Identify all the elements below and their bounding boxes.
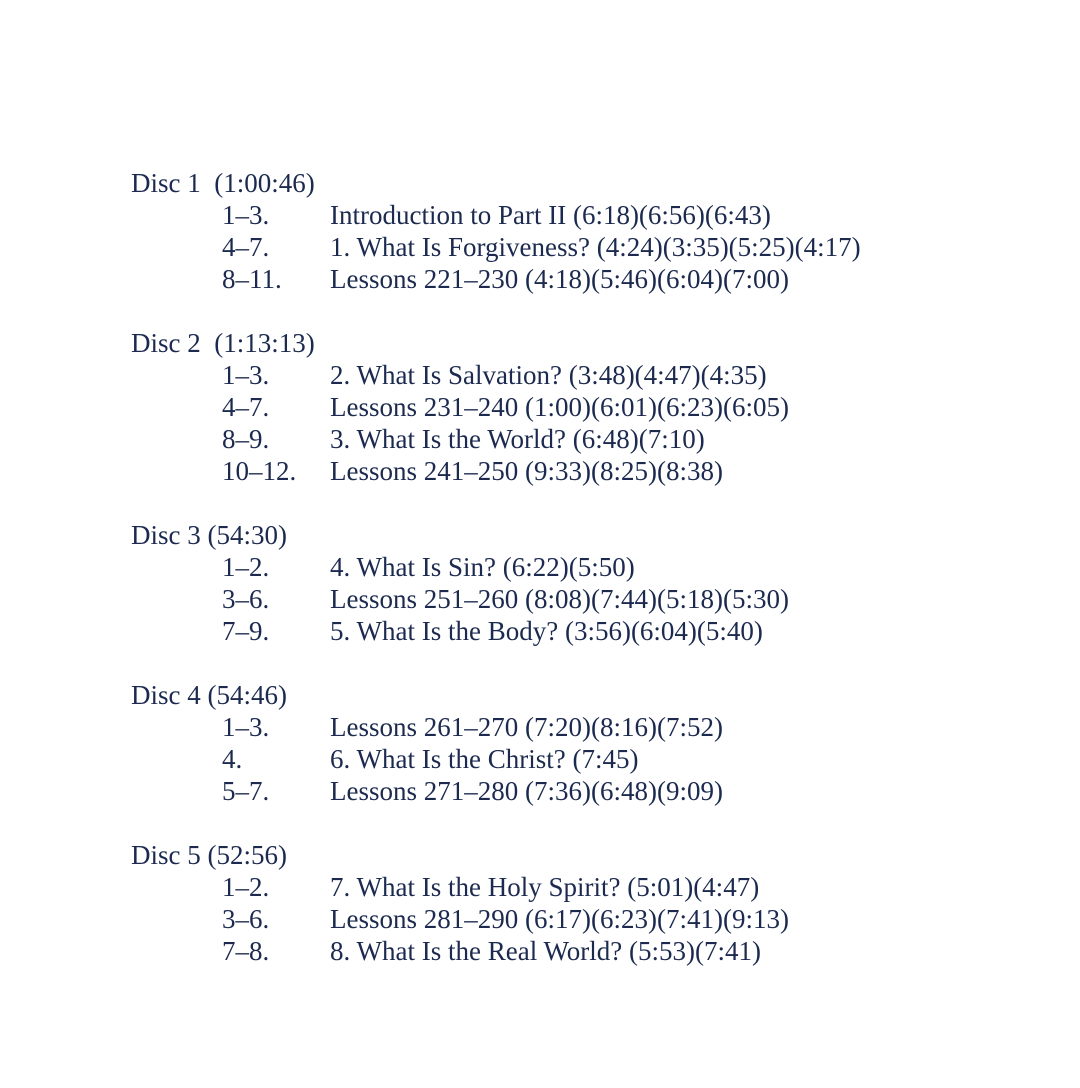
track-row bbox=[131, 455, 1031, 487]
disc-heading bbox=[131, 519, 1031, 551]
disc-duration: (54:30) bbox=[207, 520, 287, 550]
track-title: Lessons 251–260 (8:08)(7:44)(5:18)(5:30) bbox=[330, 584, 789, 614]
disc-3 bbox=[131, 519, 1031, 647]
track-row bbox=[131, 231, 1031, 263]
track-number: 4. bbox=[222, 744, 243, 774]
track-title: 3. What Is the World? (6:48)(7:10) bbox=[330, 424, 705, 454]
track-number: 1–3. bbox=[222, 360, 270, 390]
track-title: Lessons 241–250 (9:33)(8:25)(8:38) bbox=[330, 456, 723, 486]
track-row bbox=[131, 263, 1031, 295]
disc-2 bbox=[131, 327, 1031, 487]
track-row bbox=[131, 199, 1031, 231]
track-number: 10–12. bbox=[222, 456, 297, 486]
disc-4 bbox=[131, 679, 1031, 807]
disc-title: Disc 3 bbox=[131, 520, 201, 550]
track-title: Lessons 231–240 (1:00)(6:01)(6:23)(6:05) bbox=[330, 392, 789, 422]
track-row bbox=[131, 903, 1031, 935]
track-title: 7. What Is the Holy Spirit? (5:01)(4:47) bbox=[330, 872, 760, 902]
track-title: Lessons 221–230 (4:18)(5:46)(6:04)(7:00) bbox=[330, 264, 789, 294]
track-row bbox=[131, 359, 1031, 391]
disc-heading bbox=[131, 167, 1031, 199]
disc-heading bbox=[131, 839, 1031, 871]
track-row bbox=[131, 775, 1031, 807]
track-row bbox=[131, 615, 1031, 647]
disc-heading bbox=[131, 679, 1031, 711]
disc-duration: (52:56) bbox=[207, 840, 287, 870]
disc-title: Disc 5 bbox=[131, 840, 201, 870]
track-row bbox=[131, 391, 1031, 423]
track-title: Lessons 271–280 (7:36)(6:48)(9:09) bbox=[330, 776, 723, 806]
track-title: 2. What Is Salvation? (3:48)(4:47)(4:35) bbox=[330, 360, 767, 390]
track-number: 7–8. bbox=[222, 936, 270, 966]
disc-title: Disc 2 bbox=[131, 328, 201, 358]
track-number: 3–6. bbox=[222, 584, 270, 614]
track-listing bbox=[131, 167, 1031, 999]
track-row bbox=[131, 583, 1031, 615]
disc-title: Disc 4 bbox=[131, 680, 201, 710]
track-number: 7–9. bbox=[222, 616, 270, 646]
track-number: 1–3. bbox=[222, 712, 270, 742]
track-number: 1–2. bbox=[222, 872, 270, 902]
track-number: 8–9. bbox=[222, 424, 270, 454]
disc-duration: (1:00:46) bbox=[214, 168, 315, 198]
track-title: 8. What Is the Real World? (5:53)(7:41) bbox=[330, 936, 761, 966]
track-title: Introduction to Part II (6:18)(6:56)(6:43) bbox=[330, 200, 771, 230]
track-number: 8–11. bbox=[222, 264, 282, 294]
track-number: 4–7. bbox=[222, 392, 270, 422]
track-title: 4. What Is Sin? (6:22)(5:50) bbox=[330, 552, 635, 582]
track-number: 1–3. bbox=[222, 200, 270, 230]
disc-heading bbox=[131, 327, 1031, 359]
track-number: 3–6. bbox=[222, 904, 270, 934]
disc-duration: (1:13:13) bbox=[214, 328, 315, 358]
track-row bbox=[131, 935, 1031, 967]
track-row bbox=[131, 871, 1031, 903]
track-row bbox=[131, 551, 1031, 583]
track-row bbox=[131, 711, 1031, 743]
disc-duration: (54:46) bbox=[207, 680, 287, 710]
disc-1 bbox=[131, 167, 1031, 295]
track-title: 1. What Is Forgiveness? (4:24)(3:35)(5:25)(4:17) bbox=[330, 232, 861, 262]
disc-5 bbox=[131, 839, 1031, 967]
track-row bbox=[131, 743, 1031, 775]
track-row bbox=[131, 423, 1031, 455]
track-title: Lessons 281–290 (6:17)(6:23)(7:41)(9:13) bbox=[330, 904, 789, 934]
track-number: 1–2. bbox=[222, 552, 270, 582]
track-title: Lessons 261–270 (7:20)(8:16)(7:52) bbox=[330, 712, 723, 742]
track-number: 5–7. bbox=[222, 776, 270, 806]
track-title: 5. What Is the Body? (3:56)(6:04)(5:40) bbox=[330, 616, 763, 646]
disc-title: Disc 1 bbox=[131, 168, 201, 198]
track-number: 4–7. bbox=[222, 232, 270, 262]
track-title: 6. What Is the Christ? (7:45) bbox=[330, 744, 639, 774]
